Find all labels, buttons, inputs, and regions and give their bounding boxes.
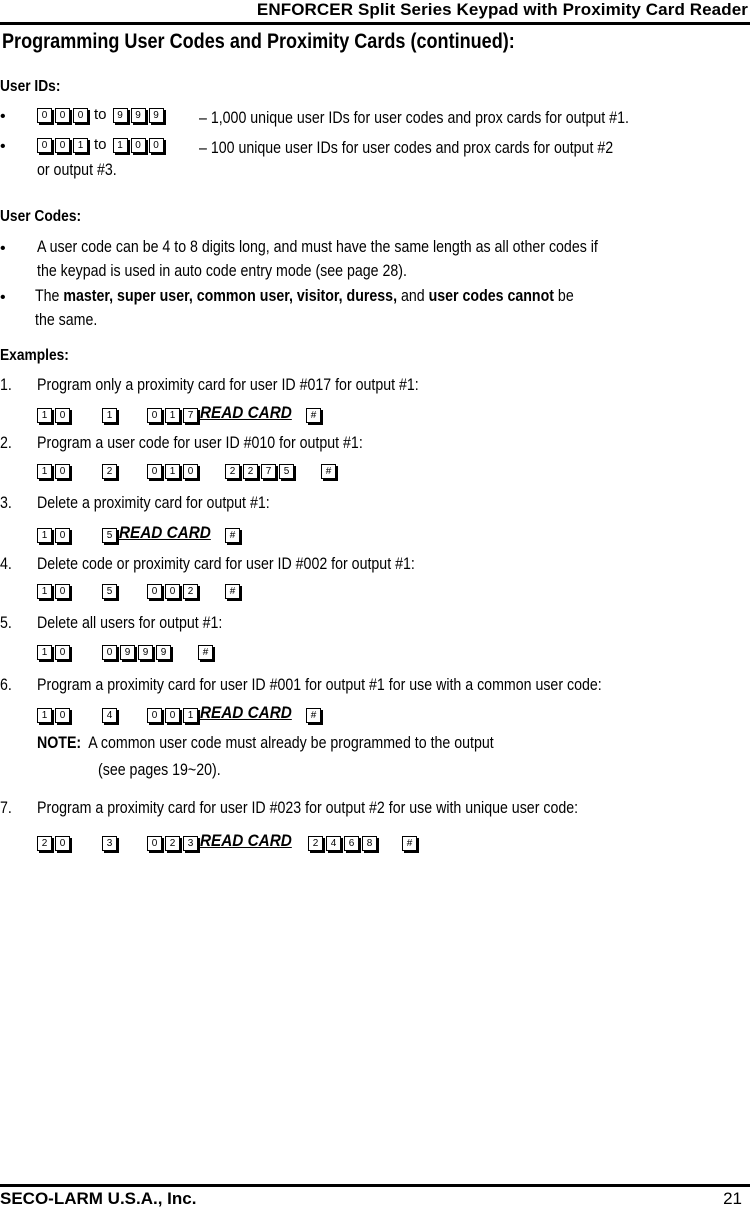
example-number: 4.	[0, 555, 12, 573]
to-word: to	[94, 106, 107, 123]
read-card-step: READ CARD	[119, 523, 211, 542]
header-title: ENFORCER Split Series Keypad with Proximity Card Reader	[256, 0, 748, 19]
example-keys	[37, 703, 324, 723]
example-text: Delete a proximity card for output #1:	[37, 494, 270, 512]
key-3: 3	[102, 836, 117, 851]
key-0: 0	[55, 645, 70, 660]
bullet-dot: •	[0, 138, 6, 155]
key-0: 0	[147, 464, 162, 479]
key-0: 0	[183, 464, 198, 479]
example-keys	[37, 523, 243, 543]
footer-rule	[0, 1184, 750, 1187]
user-codes-line-2: the keypad is used in auto code entry mode (see page 28).	[37, 262, 407, 280]
user-codes-heading: User Codes:	[0, 208, 82, 225]
key-1: 1	[73, 138, 88, 153]
key-hash: #	[306, 408, 321, 423]
key-1: 1	[37, 645, 52, 660]
text-bold-cannot: user codes cannot	[428, 287, 554, 305]
key-0: 0	[55, 464, 70, 479]
example-number: 5.	[0, 614, 12, 632]
text-be: be	[557, 287, 574, 305]
key-0: 0	[55, 138, 70, 153]
user-codes-line-1: A user code can be 4 to 8 digits long, and must have the same length as all other codes if	[37, 238, 598, 256]
read-card-step: READ CARD	[200, 831, 292, 850]
key-0: 0	[37, 108, 52, 123]
text-bold-roles: master, super user, common user, visitor, duress,	[63, 287, 398, 305]
example-text: Program a proximity card for user ID #023 for output #2 for use with unique user code:	[37, 799, 579, 817]
key-5: 5	[102, 528, 117, 543]
key-2: 2	[225, 464, 240, 479]
user-ids-heading: User IDs:	[0, 78, 61, 95]
bullet-dot: •	[0, 289, 6, 306]
example-keys	[37, 584, 243, 599]
note-label: NOTE:	[37, 734, 82, 752]
key-2: 2	[183, 584, 198, 599]
key-9: 9	[131, 108, 146, 123]
key-0: 0	[102, 645, 117, 660]
bullet-dot: •	[0, 108, 6, 125]
key-0: 0	[147, 408, 162, 423]
user-ids-desc-2b: or output #3.	[37, 161, 117, 179]
key-0: 0	[165, 708, 180, 723]
example-keys	[37, 464, 339, 479]
key-0: 0	[73, 108, 88, 123]
key-9: 9	[138, 645, 153, 660]
key-0: 0	[149, 138, 164, 153]
key-1: 1	[183, 708, 198, 723]
note	[37, 734, 494, 753]
example-number: 1.	[0, 376, 12, 394]
key-8: 8	[362, 836, 377, 851]
key-hash: #	[198, 645, 213, 660]
key-0: 0	[37, 138, 52, 153]
key-2: 2	[243, 464, 258, 479]
example-text: Delete all users for output #1:	[37, 614, 223, 632]
key-hash: #	[225, 584, 240, 599]
key-0: 0	[147, 708, 162, 723]
example-number: 2.	[0, 434, 12, 452]
to-word: to	[94, 136, 107, 153]
key-1: 1	[37, 464, 52, 479]
example-text: Program a proximity card for user ID #001 for output #1 for use with a common user code:	[37, 676, 602, 694]
key-0: 0	[55, 836, 70, 851]
note-line-1: A common user code must already be programmed to the output	[88, 734, 494, 752]
page-title: Programming User Codes and Proximity Cards (continued):	[2, 30, 515, 53]
key-7: 7	[261, 464, 276, 479]
key-0: 0	[165, 584, 180, 599]
key-9: 9	[149, 108, 164, 123]
bullet-dot: •	[0, 240, 6, 257]
example-keys	[37, 403, 324, 423]
key-hash: #	[306, 708, 321, 723]
key-4: 4	[326, 836, 341, 851]
header-rule	[0, 22, 750, 25]
example-text: Delete code or proximity card for user ID #002 for output #1:	[37, 555, 415, 573]
example-number: 7.	[0, 799, 12, 817]
key-1: 1	[165, 408, 180, 423]
note-line-2: (see pages 19~20).	[98, 761, 221, 779]
key-5: 5	[279, 464, 294, 479]
example-number: 6.	[0, 676, 12, 694]
key-3: 3	[183, 836, 198, 851]
example-text: Program only a proximity card for user ID #017 for output #1:	[37, 376, 419, 394]
key-0: 0	[55, 408, 70, 423]
text-the: The	[35, 287, 60, 305]
key-0: 0	[147, 584, 162, 599]
read-card-step: READ CARD	[200, 703, 292, 722]
user-ids-desc-1: – 1,000 unique user IDs for user codes and prox cards for output #1.	[199, 109, 629, 127]
key-0: 0	[55, 528, 70, 543]
user-ids-range-1	[37, 106, 167, 123]
key-1: 1	[102, 408, 117, 423]
key-0: 0	[131, 138, 146, 153]
key-9: 9	[120, 645, 135, 660]
key-0: 0	[147, 836, 162, 851]
user-ids-range-2	[37, 136, 167, 153]
key-2: 2	[165, 836, 180, 851]
key-9: 9	[113, 108, 128, 123]
user-codes-line-3	[35, 287, 574, 306]
key-hash: #	[321, 464, 336, 479]
key-9: 9	[156, 645, 171, 660]
key-1: 1	[113, 138, 128, 153]
key-1: 1	[37, 584, 52, 599]
read-card-step: READ CARD	[200, 403, 292, 422]
example-text: Program a user code for user ID #010 for output #1:	[37, 434, 363, 452]
key-0: 0	[55, 584, 70, 599]
key-1: 1	[37, 408, 52, 423]
key-hash: #	[225, 528, 240, 543]
key-1: 1	[37, 528, 52, 543]
user-ids-desc-2: – 100 unique user IDs for user codes and prox cards for output #2	[199, 139, 614, 157]
example-number: 3.	[0, 494, 12, 512]
examples-heading: Examples:	[0, 347, 69, 364]
key-0: 0	[55, 108, 70, 123]
text-and: and	[400, 287, 425, 305]
user-codes-line-4: the same.	[35, 311, 98, 329]
key-hash: #	[402, 836, 417, 851]
key-1: 1	[37, 708, 52, 723]
example-keys	[37, 645, 216, 660]
footer-company: SECO-LARM U.S.A., Inc.	[0, 1189, 197, 1208]
key-4: 4	[102, 708, 117, 723]
key-0: 0	[55, 708, 70, 723]
page-number: 21	[723, 1189, 742, 1208]
example-keys	[37, 831, 420, 851]
key-2: 2	[102, 464, 117, 479]
key-1: 1	[165, 464, 180, 479]
key-6: 6	[344, 836, 359, 851]
key-7: 7	[183, 408, 198, 423]
key-2: 2	[37, 836, 52, 851]
key-2: 2	[308, 836, 323, 851]
key-5: 5	[102, 584, 117, 599]
